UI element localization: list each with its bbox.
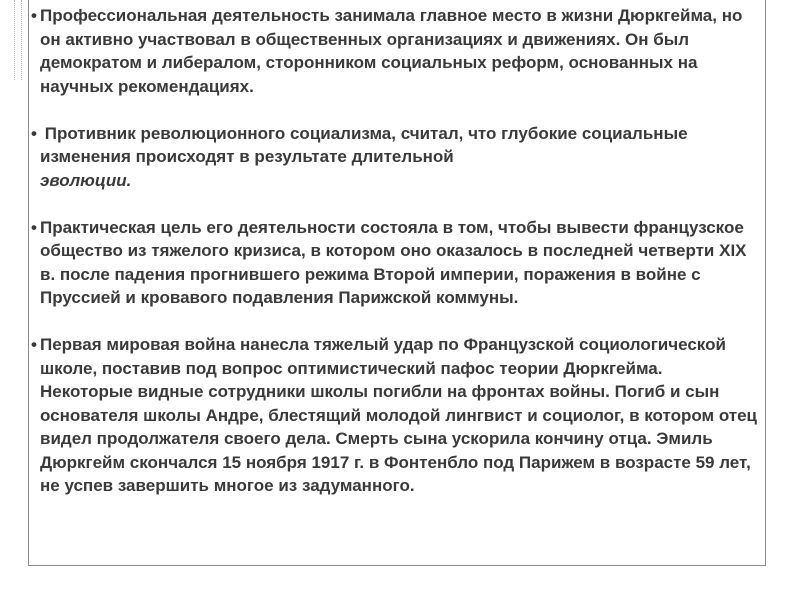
paragraph-professional-activity <box>31 4 759 98</box>
left-margin-mark <box>14 0 22 80</box>
paragraph-text: Профессиональная деятельность занимала главное место в жизни Дюркгейма, но он активно участвовал в общественных организациях и движениях. Он был демократом и либералом, сторонником социальных реформ, основанных на научных рекомендациях. <box>40 6 743 96</box>
bullet: • <box>31 123 37 143</box>
paragraph-text: Противник революционного социализма, считал, что глубокие социальные изменения происходят в результате длительной <box>40 123 688 166</box>
bullet: • <box>31 217 37 237</box>
paragraph-first-world-war <box>31 333 759 498</box>
bullet: • <box>31 6 37 25</box>
text-box <box>28 0 766 566</box>
paragraph-opponent-of-revolution <box>31 122 759 193</box>
bullet: • <box>31 335 37 354</box>
emphasis-evolution: эволюции. <box>40 170 132 190</box>
paragraph-practical-goal <box>31 216 759 310</box>
paragraph-text: Практическая цель его деятельности состояла в том, чтобы вывести французское общество из тяжелого кризиса, в котором оно оказалось в последней четверти XIX в. после падения прогнившего режима Второй империи, поражения в войне с Пруссией и кровавого подавления Парижской коммуны. <box>40 217 747 307</box>
paragraph-text: Первая мировая война нанесла тяжелый удар по Французской социологической школе, поставив под вопрос оптимистический пафос теории Дюркгейма. Некоторые видные сотрудники школы погибли на фронтах войны. Погиб и сын основателя школы Андре, блестящий молодой лингвист и социолог, в котором отец видел продолжателя своего дела. Смерть сына ускорила кончину отца. Эмиль Дюркгейм скончался 15 ноября 1917 г. в Фонтенбло под Парижем в возрасте 59 лет, не успев завершить многое из задуманного. <box>40 335 758 495</box>
